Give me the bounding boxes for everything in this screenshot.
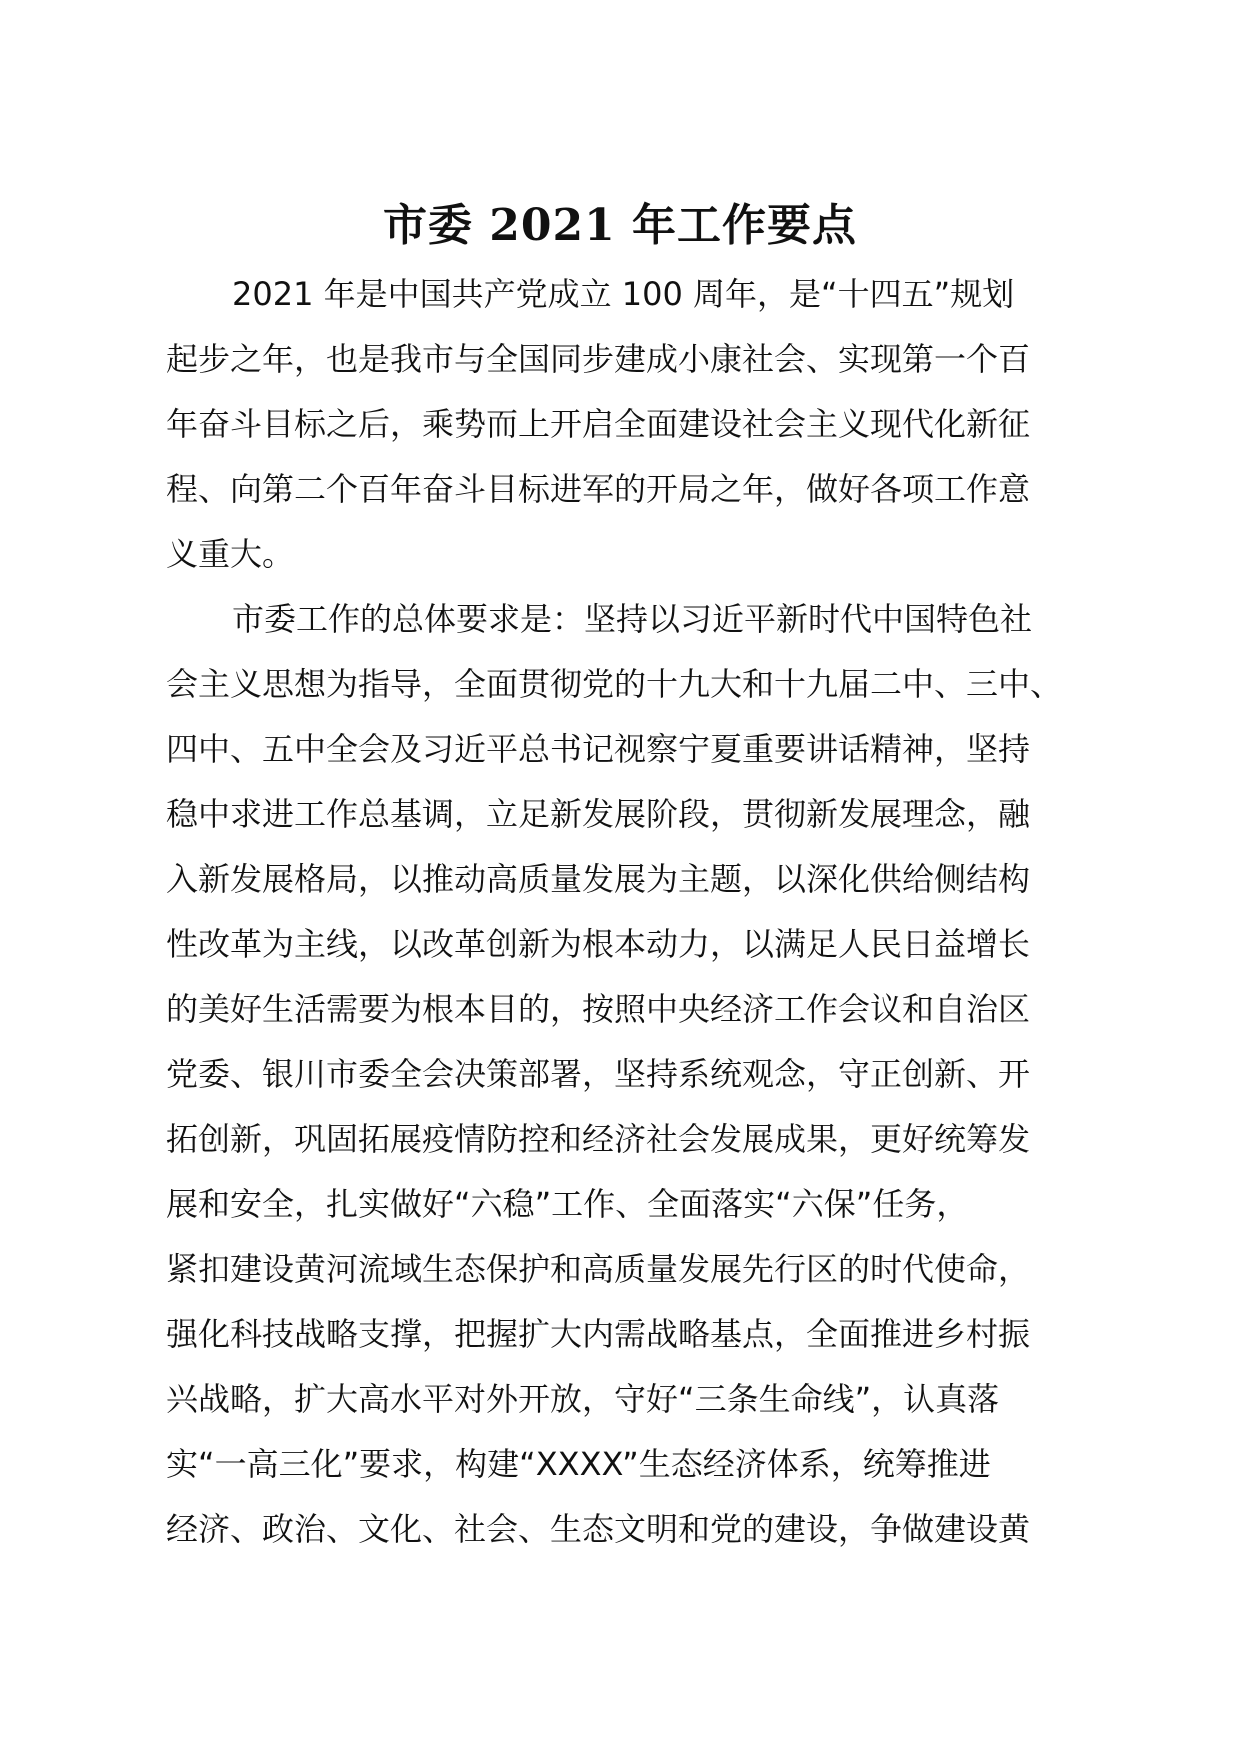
paragraph-1-line-1: 2021 年是中国共产党成立 100 周年，是“十四五”规划: [232, 275, 1015, 313]
paragraph-2-line-4: 稳中求进工作总基调，立足新发展阶段，贯彻新发展理念，融: [166, 795, 1031, 833]
paragraph-2-line-14: 实“一高三化”要求，构建“XXXX”生态经济体系，统筹推进: [166, 1445, 991, 1483]
paragraph-2-line-9: 拓创新，巩固拓展疫情防控和经济社会发展成果，更好统筹发: [166, 1120, 1031, 1158]
paragraph-2-line-2: 会主义思想为指导，全面贯彻党的十九大和十九届二中、三中、: [166, 665, 1063, 703]
paragraph-1-line-3: 年奋斗目标之后，乘势而上开启全面建设社会主义现代化新征: [166, 405, 1031, 443]
paragraph-2-line-10: 展和安全，扎实做好“六稳”工作、全面落实“六保”任务，: [166, 1185, 969, 1223]
paragraph-2-line-5: 入新发展格局，以推动高质量发展为主题，以深化供给侧结构: [166, 860, 1031, 898]
paragraph-1-line-4: 程、向第二个百年奋斗目标进军的开局之年，做好各项工作意: [166, 470, 1031, 508]
paragraph-2-line-8: 党委、银川市委全会决策部署，坚持系统观念，守正创新、开: [166, 1055, 1031, 1093]
paragraph-2-line-7: 的美好生活需要为根本目的，按照中央经济工作会议和自治区: [166, 990, 1031, 1028]
paragraph-1-line-2: 起步之年，也是我市与全国同步建成小康社会、实现第一个百: [166, 340, 1031, 378]
document-body: [166, 262, 1082, 1562]
paragraph-2-line-15: 经济、政治、文化、社会、生态文明和党的建设，争做建设黄: [166, 1510, 1031, 1548]
paragraph-2-line-13: 兴战略，扩大高水平对外开放，守好“三条生命线”，认真落: [166, 1380, 1000, 1418]
paragraph-2-line-3: 四中、五中全会及习近平总书记视察宁夏重要讲话精神，坚持: [166, 730, 1031, 768]
paragraph-1-line-5: 义重大。: [166, 535, 295, 573]
paragraph-2-line-6: 性改革为主线，以改革创新为根本动力，以满足人民日益增长: [166, 925, 1031, 963]
paragraph-2-line-11: 紧扣建设黄河流域生态保护和高质量发展先行区的时代使命，: [166, 1250, 1031, 1288]
document-title: 市委 2021 年工作要点: [382, 200, 858, 251]
paragraph-2-line-1: 市委工作的总体要求是：坚持以习近平新时代中国特色社: [232, 600, 1033, 638]
paragraph-2-line-12: 强化科技战略支撑，把握扩大内需战略基点，全面推进乡村振: [166, 1315, 1031, 1353]
